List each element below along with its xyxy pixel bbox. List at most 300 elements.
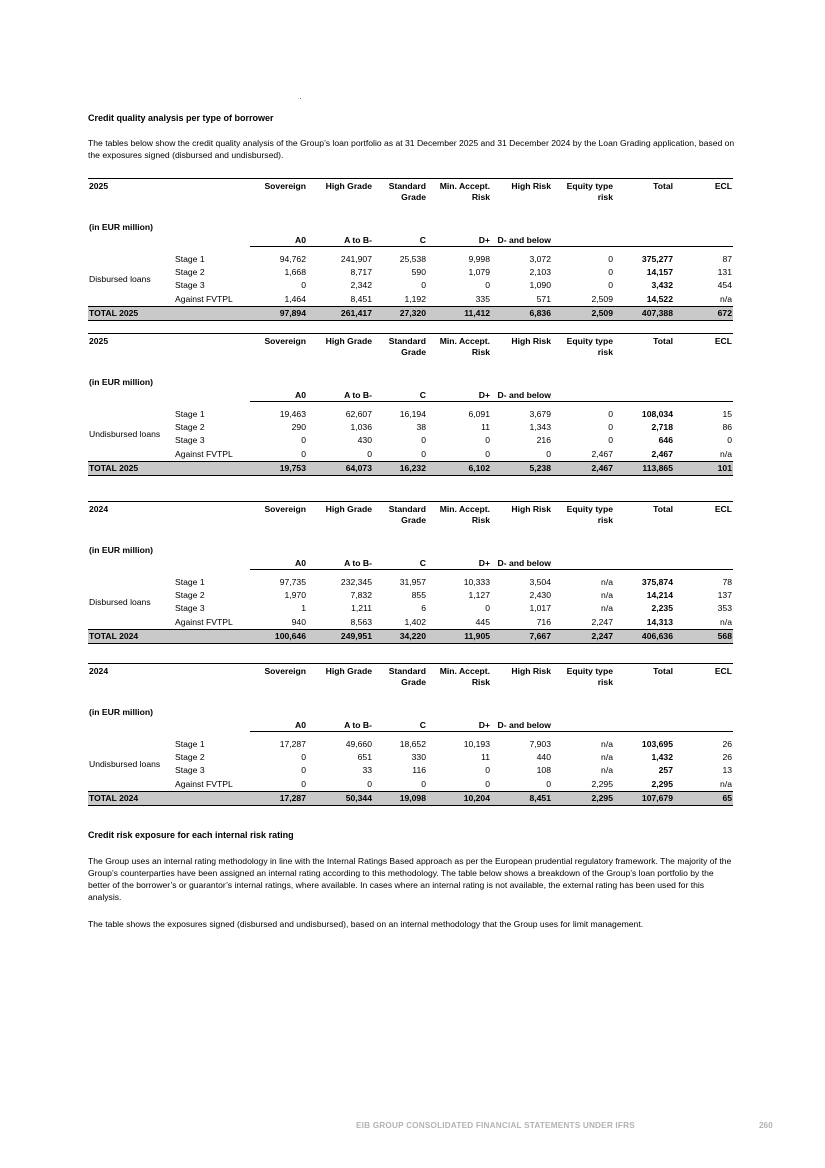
table-cell: 14,157 [646,266,673,277]
subheader-atob: A to B- [307,541,373,569]
header-row [88,334,733,374]
table-cell: 0 [608,408,613,419]
group-label: Undisbursed loans [89,758,161,769]
table-cell: 646 [658,435,673,446]
col-header-sovereign: Sovereign [250,334,307,374]
table-cell: 87 [722,253,732,264]
table-cell: 0 [301,778,306,789]
table-row [88,293,733,307]
year-label: 2024 [88,664,250,704]
total-row [88,630,733,644]
table-cell: 10,333 [463,576,490,587]
table-cell: 216 [536,435,551,446]
table-cell: 0 [608,253,613,264]
table-cell: 241,907 [340,253,372,264]
total-cell: 97,894 [250,307,307,321]
table-cell: 9,998 [468,253,490,264]
subheader-a0: A0 [250,373,307,401]
table-cell: 97,735 [279,576,306,587]
table-cell: 3,432 [651,280,673,291]
col-header-total: Total [614,334,674,374]
table-cell: 7,903 [529,738,551,749]
table-cell: 16,194 [399,408,426,419]
total-cell: 6,836 [491,307,552,321]
total-cell: 406,636 [614,630,674,644]
subheader-atob: A to B- [307,703,373,731]
subheader-empty [614,218,674,246]
table-cell: 0 [421,778,426,789]
table-cell: 330 [411,751,426,762]
col-header-ecl: ECL [674,179,733,219]
table-cell: 335 [475,293,490,304]
table-cell: 11 [481,421,490,432]
total-row [88,792,733,806]
table-cell: 108 [536,765,551,776]
stage-label: Stage 1 [175,253,205,264]
credit-table [88,663,733,806]
table-cell: 6,091 [468,408,490,419]
table-cell: 78 [722,576,732,587]
col-header-standard-grade: Standard Grade [373,664,427,704]
total-cell: 11,905 [427,630,491,644]
col-header-high-grade: High Grade [307,502,373,542]
intro-paragraph: The tables below show the credit quality analysis of the Group’s loan portfolio as at 31 December 2025 and 31 December 2024 by the Loan Grading application, based on the exposures signed (disbursed and undisbursed). [88,138,735,160]
col-header-min-accept: Min. Accept. Risk [427,664,491,704]
table-cell: 1 [301,603,306,614]
total-cell: 8,451 [491,792,552,806]
group-label: Undisbursed loans [89,428,161,439]
table-cell: n/a [601,738,613,749]
subheader-dplus: D+ [427,373,491,401]
table-cell: 1,343 [529,421,551,432]
col-header-equity: Equity type risk [552,502,614,542]
total-cell: 16,232 [373,462,427,476]
col-header-high-risk: High Risk [491,334,552,374]
table-cell: 353 [717,603,732,614]
table-row [88,764,733,777]
table [88,178,733,321]
subheader-a0: A0 [250,541,307,569]
table-cell: 940 [291,616,306,627]
table-cell: 3,072 [529,253,551,264]
header-row [88,502,733,542]
subheader-row [88,218,733,246]
col-header-high-risk: High Risk [491,179,552,219]
total-cell: 261,417 [307,307,373,321]
table-cell: 2,342 [350,280,372,291]
table-cell: 0 [301,435,306,446]
table-cell: 0 [485,603,490,614]
table-cell: 2,509 [591,293,613,304]
total-cell: 107,679 [614,792,674,806]
col-header-sovereign: Sovereign [250,179,307,219]
subheader-dbelow: D- and below [491,218,552,246]
table-row [88,421,733,434]
table-cell: 0 [546,448,551,459]
table-cell: 0 [608,280,613,291]
col-header-min-accept: Min. Accept. Risk [427,179,491,219]
table-cell: 1,211 [351,603,372,614]
table-cell: 571 [536,293,551,304]
total-cell: 2,247 [552,630,614,644]
table-cell: 2,295 [591,778,613,789]
col-header-ecl: ECL [674,664,733,704]
total-row [88,307,733,321]
table-cell: 2,718 [651,421,673,432]
table-cell: 0 [301,751,306,762]
table-cell: 1,668 [284,266,306,277]
credit-table [88,501,733,644]
table-cell: 375,874 [641,576,673,587]
table-cell: 0 [608,266,613,277]
table-row [88,434,733,447]
section2-paragraph-2: The table shows the exposures signed (disbursed and undisbursed), based on an internal methodology that the Group uses for limit management. [88,919,644,929]
table-row [88,448,733,462]
col-header-ecl: ECL [674,334,733,374]
total-cell: 11,412 [427,307,491,321]
table-cell: 1,402 [404,616,426,627]
total-cell: 50,344 [307,792,373,806]
total-cell: 2,467 [552,462,614,476]
table-cell: 375,277 [641,253,673,264]
col-header-sovereign: Sovereign [250,664,307,704]
table-cell: 0 [727,435,732,446]
table-cell: 11 [481,751,490,762]
unit-label: (in EUR million) [89,377,153,387]
table-row [88,279,733,292]
header-row [88,664,733,704]
table-cell: 8,563 [350,616,372,627]
total-cell: 249,951 [307,630,373,644]
table-cell: 0 [301,765,306,776]
table-cell: 0 [301,280,306,291]
col-header-equity: Equity type risk [552,179,614,219]
stage-label: Against FVTPL [175,448,233,459]
year-label: 2025 [88,179,250,219]
stage-label: Against FVTPL [175,293,233,304]
subheader-row [88,541,733,569]
total-cell: 27,320 [373,307,427,321]
subheader-atob: A to B- [307,218,373,246]
stage-label: Stage 3 [175,435,205,446]
total-row [88,462,733,476]
year-label: 2024 [88,502,250,542]
subheader-c: C [373,541,427,569]
table-cell: 716 [536,616,551,627]
table-cell: 0 [485,448,490,459]
table-cell: 590 [411,266,426,277]
table-cell: n/a [720,616,732,627]
subheader-empty [614,541,674,569]
table-row [88,778,733,792]
table-row [88,589,733,602]
table-cell: 290 [291,421,306,432]
stage-label: Stage 3 [175,280,205,291]
total-label: TOTAL 2024 [88,630,250,644]
subheader-dbelow: D- and below [491,703,552,731]
stage-label: Stage 1 [175,738,205,749]
col-header-total: Total [614,664,674,704]
subheader-a0: A0 [250,703,307,731]
col-header-standard-grade: Standard Grade [373,179,427,219]
subheader-empty [674,541,733,569]
stray-dot [300,98,301,99]
table-cell: 0 [485,765,490,776]
table-cell: 17,287 [279,738,306,749]
subheader-dplus: D+ [427,703,491,731]
total-cell: 672 [674,307,733,321]
table-cell: n/a [720,448,732,459]
table-cell: 2,247 [591,616,613,627]
total-cell: 5,238 [491,462,552,476]
total-cell: 10,204 [427,792,491,806]
total-cell: 2,295 [552,792,614,806]
table-cell: 257 [658,765,673,776]
table-cell: 14,313 [646,616,673,627]
unit-label: (in EUR million) [89,707,153,717]
col-header-sovereign: Sovereign [250,502,307,542]
col-header-high-grade: High Grade [307,664,373,704]
table-cell: 15 [722,408,732,419]
table-cell: 38 [416,421,426,432]
total-cell: 113,865 [614,462,674,476]
unit-label: (in EUR million) [89,222,153,232]
table-cell: 232,345 [340,576,372,587]
subheader-empty [614,703,674,731]
table-row [88,408,733,421]
subheader-empty [552,703,614,731]
section-title: Credit quality analysis per type of borrower [88,113,274,123]
table-cell: n/a [601,751,613,762]
col-header-standard-grade: Standard Grade [373,502,427,542]
table-cell: 1,970 [284,589,306,600]
table-row [88,751,733,764]
subheader-c: C [373,703,427,731]
table-cell: 0 [421,448,426,459]
stage-label: Stage 2 [175,751,205,762]
table-row [88,738,733,751]
col-header-high-grade: High Grade [307,334,373,374]
table-cell: 2,467 [591,448,613,459]
col-header-equity: Equity type risk [552,334,614,374]
total-label: TOTAL 2025 [88,462,250,476]
table-cell: 0 [485,435,490,446]
page-number: 260 [759,1121,773,1130]
table-cell: 10,193 [463,738,490,749]
table-cell: 2,235 [651,603,673,614]
table-cell: 440 [536,751,551,762]
table-cell: 2,467 [651,448,673,459]
stage-label: Stage 2 [175,589,205,600]
table-cell: 14,214 [646,589,673,600]
table-cell: 0 [485,280,490,291]
col-header-equity: Equity type risk [552,664,614,704]
col-header-standard-grade: Standard Grade [373,334,427,374]
subheader-empty [674,373,733,401]
table-cell: 1,432 [651,751,673,762]
subheader-empty [614,373,674,401]
table-row [88,266,733,279]
total-cell: 17,287 [250,792,307,806]
table-cell: 49,660 [345,738,372,749]
table-cell: 3,679 [529,408,551,419]
subheader-a0: A0 [250,218,307,246]
table-cell: 8,451 [350,293,372,304]
table-row [88,253,733,266]
table-cell: 2,103 [529,266,551,277]
total-cell: 19,098 [373,792,427,806]
section2-title: Credit risk exposure for each internal risk rating [88,830,294,840]
table-cell: 0 [367,448,372,459]
subheader-dplus: D+ [427,541,491,569]
table-cell: 13 [722,765,732,776]
total-cell: 7,667 [491,630,552,644]
subheader-row [88,373,733,401]
subheader-empty [552,373,614,401]
total-label: TOTAL 2024 [88,792,250,806]
table-cell: 18,652 [399,738,426,749]
table-cell: n/a [720,778,732,789]
stage-label: Stage 3 [175,765,205,776]
col-header-high-grade: High Grade [307,179,373,219]
table-cell: 454 [717,280,732,291]
credit-table [88,333,733,476]
table-cell: 86 [722,421,732,432]
table-cell: 1,192 [404,293,426,304]
col-header-ecl: ECL [674,502,733,542]
table-row [88,576,733,589]
table-cell: 1,090 [529,280,551,291]
table [88,333,733,476]
table-cell: n/a [601,589,613,600]
total-cell: 101 [674,462,733,476]
table-cell: 651 [357,751,372,762]
table-cell: 855 [411,589,426,600]
table-cell: 445 [475,616,490,627]
total-cell: 6,102 [427,462,491,476]
table-cell: 1,079 [468,266,490,277]
total-cell: 65 [674,792,733,806]
table-cell: 1,017 [529,603,551,614]
table-cell: 31,957 [399,576,426,587]
total-cell: 64,073 [307,462,373,476]
footer-title: EIB GROUP CONSOLIDATED FINANCIAL STATEMENTS UNDER IFRS [356,1121,635,1130]
table-cell: n/a [601,603,613,614]
table-cell: 1,127 [468,589,490,600]
table-cell: 3,504 [529,576,551,587]
header-row [88,179,733,219]
table-cell: 7,832 [350,589,372,600]
table [88,501,733,644]
total-cell: 34,220 [373,630,427,644]
stage-label: Against FVTPL [175,778,233,789]
table-cell: 26 [722,751,732,762]
section2-paragraph-1: The Group uses an internal rating methodology in line with the Internal Ratings Based approach as per the European prudential regulatory framework. The majority of the Group’s counterparties have been assigned an internal rating according to this methodology. The table below shows a breakdown of the Group’s loan portfolio by the better of the borrower’s or guarantor’s internal ratings, where available. In cases where an internal rating is not available, the external rating has been used for this analysis. [88,856,732,902]
subheader-atob: A to B- [307,373,373,401]
subheader-dplus: D+ [427,218,491,246]
table-cell: 2,430 [529,589,551,600]
table-cell: 430 [357,435,372,446]
table-cell: 0 [485,778,490,789]
unit-label: (in EUR million) [89,545,153,555]
subheader-empty [674,703,733,731]
stage-label: Stage 2 [175,421,205,432]
subheader-dbelow: D- and below [491,373,552,401]
subheader-c: C [373,373,427,401]
table-cell: n/a [601,576,613,587]
table-cell: 1,464 [284,293,306,304]
col-header-min-accept: Min. Accept. Risk [427,334,491,374]
table-cell: 108,034 [641,408,673,419]
table-cell: 103,695 [641,738,673,749]
subheader-empty [552,541,614,569]
col-header-min-accept: Min. Accept. Risk [427,502,491,542]
total-cell: 100,646 [250,630,307,644]
table-cell: 0 [546,778,551,789]
table-cell: 0 [421,280,426,291]
col-header-total: Total [614,179,674,219]
col-header-high-risk: High Risk [491,502,552,542]
table-cell: 0 [608,435,613,446]
table-cell: 25,538 [399,253,426,264]
col-header-total: Total [614,502,674,542]
stage-label: Stage 1 [175,408,205,419]
subheader-empty [674,218,733,246]
table-cell: 6 [421,603,426,614]
table-cell: n/a [601,765,613,776]
credit-table [88,178,733,321]
total-cell: 407,388 [614,307,674,321]
subheader-c: C [373,218,427,246]
stage-label: Stage 2 [175,266,205,277]
table-row [88,616,733,630]
col-header-high-risk: High Risk [491,664,552,704]
table-cell: 0 [301,448,306,459]
stage-label: Stage 3 [175,603,205,614]
table-cell: 116 [412,765,426,776]
table-cell: 8,717 [350,266,372,277]
table-cell: 26 [722,738,732,749]
stage-label: Stage 1 [175,576,205,587]
table-cell: 62,607 [345,408,372,419]
subheader-empty [552,218,614,246]
table-cell: 94,762 [279,253,306,264]
table-cell: 0 [421,435,426,446]
stage-label: Against FVTPL [175,616,233,627]
table-cell: 14,522 [646,293,673,304]
group-label: Disbursed loans [89,596,151,607]
table-cell: 33 [362,765,372,776]
table-cell: 19,463 [279,408,306,419]
table-cell: 2,295 [651,778,673,789]
table-cell: 0 [608,421,613,432]
table-cell: 1,036 [350,421,372,432]
table [88,663,733,806]
table-cell: n/a [720,293,732,304]
total-cell: 568 [674,630,733,644]
table-cell: 137 [717,589,732,600]
year-label: 2025 [88,334,250,374]
table-cell: 0 [367,778,372,789]
subheader-row [88,703,733,731]
total-label: TOTAL 2025 [88,307,250,321]
table-cell: 131 [717,266,732,277]
total-cell: 19,753 [250,462,307,476]
group-label: Disbursed loans [89,273,151,284]
subheader-dbelow: D- and below [491,541,552,569]
table-row [88,602,733,615]
total-cell: 2,509 [552,307,614,321]
